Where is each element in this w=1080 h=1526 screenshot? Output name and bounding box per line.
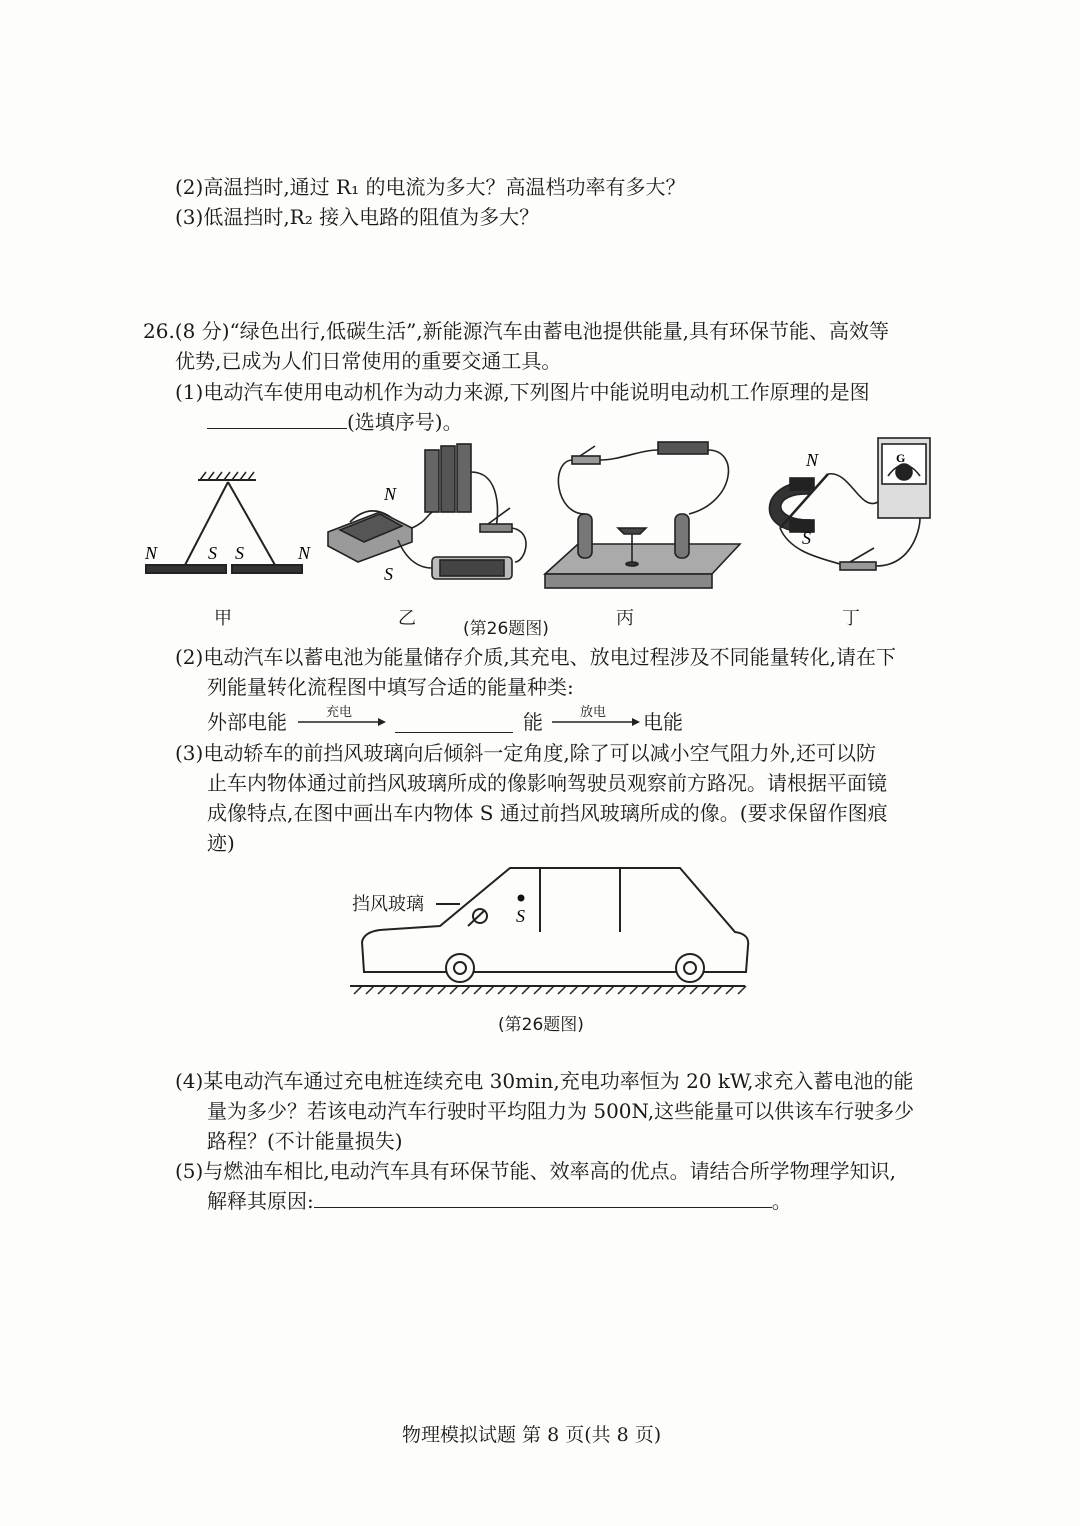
jia-n-right: N [298, 543, 311, 563]
q26-part4-line1: (4)某电动汽车通过充电桩连续充电 30min,充电功率恒为 20 kW,求充入蓄电池的能 [175, 1069, 914, 1093]
q26-part2-line1: (2)电动汽车以蓄电池为能量储存介质,其充电、放电过程涉及不同能量转化,请在下 [175, 645, 897, 669]
q26-part4-line3: 路程？(不计能量损失) [207, 1129, 403, 1153]
object-s-point [518, 895, 525, 902]
jia-n-left: N [145, 543, 158, 563]
q26-part3-line3: 成像特点,在图中画出车内物体 S 通过前挡风玻璃所成的像。(要求保留作图痕 [207, 801, 888, 825]
part5-suffix: 。 [771, 1189, 792, 1213]
answer-blank-1[interactable] [207, 408, 347, 429]
figure-yi [328, 444, 526, 579]
flow-middle-suffix: 能 [523, 710, 543, 734]
q26-stem-line1: 26.(8 分)“绿色出行,低碳生活”,新能源汽车由蓄电池提供能量,具有环保节能、高效等 [143, 319, 890, 343]
fig-label-ding: 丁 [842, 608, 860, 629]
flow-arrow1 [296, 716, 388, 728]
yi-s: S [384, 564, 393, 584]
answer-blank-5[interactable] [314, 1187, 772, 1208]
flow-end: 电能 [643, 710, 683, 734]
figure-ding [769, 438, 930, 570]
windshield-label: 挡风玻璃 [352, 894, 424, 915]
q26-part2-line2: 列能量转化流程图中填写合适的能量种类: [207, 675, 574, 699]
q26-part5-line1: (5)与燃油车相比,电动汽车具有环保节能、效率高的优点。请结合所学物理学知识, [175, 1159, 897, 1183]
fig-label-bing: 丙 [616, 608, 634, 629]
q25-part2: (2)高温挡时,通过 R₁ 的电流为多大？高温档功率有多大？ [175, 175, 686, 199]
q26-part1-line1: (1)电动汽车使用电动机作为动力来源,下列图片中能说明电动机工作原理的是图 [175, 380, 870, 404]
figure-bing [545, 442, 740, 588]
yi-n: N [384, 484, 397, 504]
flow-arrow2-label: 放电 [580, 705, 607, 720]
jia-s-left: S [208, 543, 217, 563]
q26-part4-line2: 量为多少？若该电动汽车行驶时平均阻力为 500N,这些能量可以供该车行驶多少 [207, 1099, 915, 1123]
q26-part5-line2 [207, 1186, 792, 1216]
q26-part3-line1: (3)电动轿车的前挡风玻璃向后倾斜一定角度,除了可以减小空气阻力外,还可以防 [175, 741, 877, 765]
figure-26-set [140, 432, 940, 602]
q26-part3-line4: 迹) [207, 831, 235, 855]
car-point-s: S [516, 906, 525, 926]
flow-arrow1-label: 充电 [326, 705, 353, 720]
q25-part3: (3)低温挡时,R₂ 接入电路的阻值为多大？ [175, 205, 540, 229]
ding-galvanometer-g: G [896, 451, 906, 465]
jia-s-right: S [235, 543, 244, 563]
car-diagram [340, 862, 760, 1002]
fig-label-jia: 甲 [214, 608, 232, 629]
page-footer: 物理模拟试题 第 8 页(共 8 页) [402, 1424, 662, 1446]
flow-arrow2 [550, 716, 642, 728]
part1-suffix: (选填序号)。 [347, 410, 463, 434]
ding-s: S [802, 528, 811, 548]
fig-caption-2: (第26题图) [498, 1015, 584, 1035]
ding-n: N [806, 450, 819, 470]
q26-part3-line2: 止车内物体通过前挡风玻璃所成的像影响驾驶员观察前方路况。请根据平面镜 [207, 771, 887, 795]
flow-middle-blank[interactable] [395, 712, 513, 733]
fig-label-yi: 乙 [398, 608, 416, 629]
part5-prefix: 解释其原因: [207, 1189, 314, 1213]
flow-start: 外部电能 [207, 710, 287, 734]
fig-caption-1: (第26题图) [463, 619, 549, 639]
q26-stem-line2: 优势,已成为人们日常使用的重要交通工具。 [175, 349, 562, 373]
figure-jia [146, 472, 302, 573]
